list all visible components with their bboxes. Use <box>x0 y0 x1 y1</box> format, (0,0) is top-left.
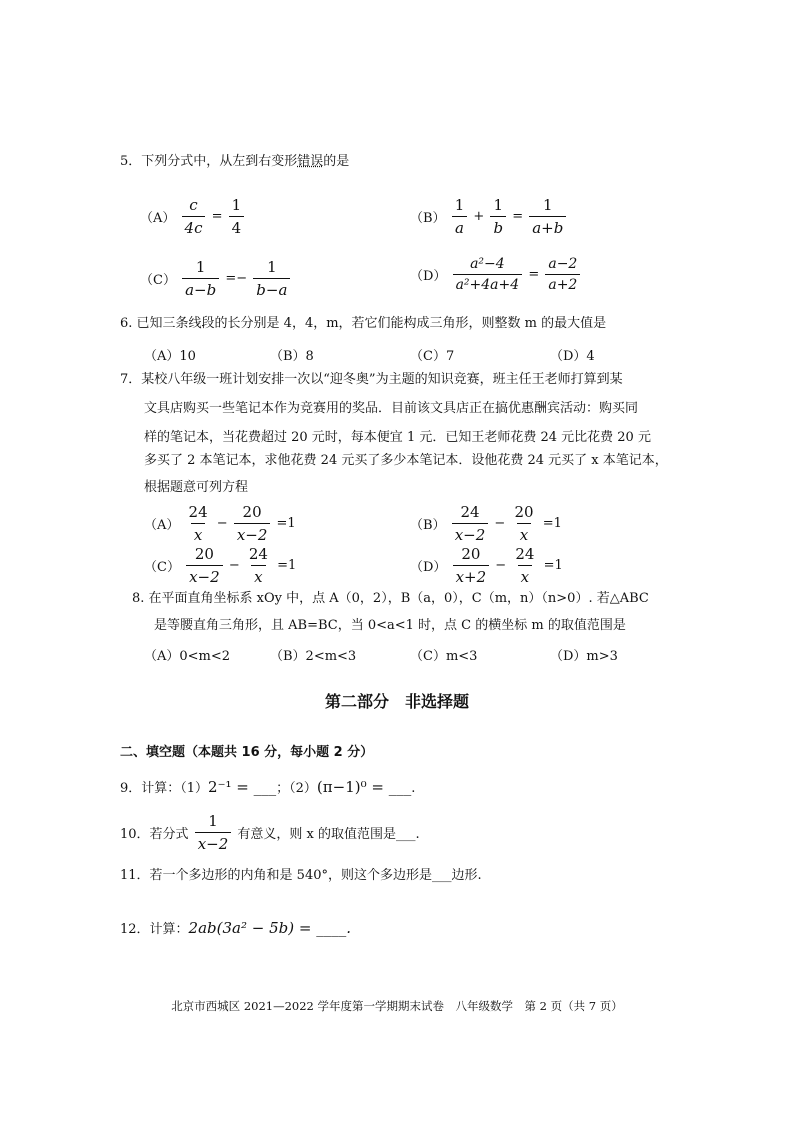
q5-stem: 5．下列分式中，从左到右变形错误的是 <box>120 154 350 169</box>
q7-line-1: 7．某校八年级一班计划安排一次以“迎冬奥”为主题的知识竞赛，班主任王老师打算到某 <box>120 372 623 387</box>
q5-option-b: （B） $\frac{1}{a}$ + $\frac{1}{b}$ = $\frac{1}{a+b}$ <box>410 196 568 237</box>
q9: 9．计算：（1）2⁻¹ = ___；（2）(π−1)⁰ = ___. <box>120 778 416 796</box>
q6-stem: 6. 已知三条线段的长分别是 4，4，m，若它们能构成三角形，则整数 m 的最大值是 <box>120 316 607 331</box>
q7-line-3: 样的笔记本，当花费超过 20 元时，每本便宜 1 元．已知王老师花费 24 元比花费 20 元 <box>144 430 651 445</box>
part-two-title: 第二部分 非选择题 <box>324 692 469 711</box>
q8-line-2: 是等腰直角三角形，且 AB=BC，当 0<a<1 时，点 C 的横坐标 m 的取值范围是 <box>154 618 626 633</box>
q8-option-d: （D）m>3 <box>550 649 618 664</box>
q8-option-c: （C）m<3 <box>410 649 478 664</box>
q12: 12．计算：2ab(3a² − 5b) = ____. <box>120 919 351 937</box>
q6-option-c: （C）7 <box>410 349 455 364</box>
option-label: （A） <box>140 211 176 226</box>
q10: 10．若分式 $\frac{1}{x-2}$ 有意义，则 x 的取值范围是___. <box>120 812 420 853</box>
q8-option-b: （B）2<m<3 <box>270 649 357 664</box>
q6-option-b: （B）8 <box>270 349 314 364</box>
q8-option-a: （A）0<m<2 <box>144 649 231 664</box>
q7-option-a: （A） $\frac{24}{x}$ − $\frac{20}{x-2}$ =1 <box>144 503 296 544</box>
q6-option-a: （A）10 <box>144 349 196 364</box>
q11: 11．若一个多边形的内角和是 540°，则这个多边形是___边形. <box>120 868 482 883</box>
q5-option-d: （D） $\frac{\text{a²−4}}{\text{a²+4a+4}}$ = $\frac{a-2}{a+2}$ <box>410 256 582 293</box>
q7-line-2: 文具店购买一些笔记本作为竞赛用的奖品．目前该文具店正在搞优惠酬宾活动：购买同 <box>144 401 639 416</box>
q5-option-c: （C） $\frac{1}{a-b}$ =− $\frac{1}{b-a}$ <box>140 258 292 299</box>
q7-line-4: 多买了 2 本笔记本，求他花费 24 元买了多少本笔记本．设他花费 24 元买了 x 本笔记本， <box>144 453 668 468</box>
q5-option-a: （A） $\frac{c}{4c}$ = $\frac{1}{4}$ <box>140 196 246 237</box>
q8-line-1: 8. 在平面直角坐标系 xOy 中，点 A（0，2），B（a，0），C（m，n）（n>0）. 若△ABC <box>132 591 649 606</box>
q6-option-d: （D）4 <box>550 349 595 364</box>
section-two-heading: 二、填空题（本题共 16 分，每小题 2 分） <box>120 745 374 760</box>
q7-option-d: （D） $\frac{20}{x+2}$ − $\frac{24}{x}$ =1 <box>410 545 563 586</box>
q7-line-5: 根据题意可列方程 <box>144 480 249 495</box>
q7-option-b: （B） $\frac{24}{x-2}$ − $\frac{20}{x}$ =1 <box>410 503 562 544</box>
page-footer: 北京市西城区 2021—2022 学年度第一学期期末试卷 八年级数学 第 2 页（共 7 页） <box>171 999 623 1013</box>
q7-option-c: （C） $\frac{20}{x-2}$ − $\frac{24}{x}$ =1 <box>144 545 297 586</box>
